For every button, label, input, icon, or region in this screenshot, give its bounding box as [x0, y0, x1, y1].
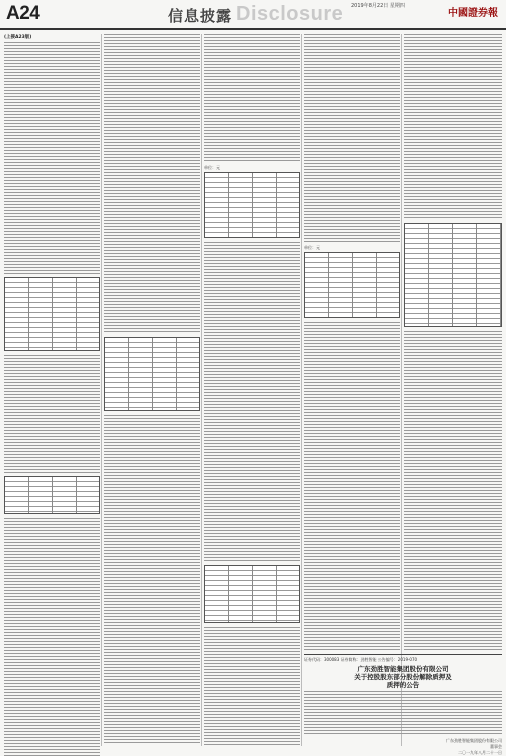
column-divider [301, 34, 302, 746]
body-text [304, 322, 400, 652]
notice-title-line: 关于控股股东部分股份解除质押及 [354, 673, 452, 681]
table-caption: 单位：元 [304, 245, 320, 250]
data-table [204, 565, 300, 623]
body-text [404, 34, 502, 220]
column-divider [401, 34, 402, 746]
notice-title-line: 广东劲胜智能集团股份有限公司 [357, 665, 449, 673]
body-text [4, 42, 100, 274]
body-text [204, 242, 300, 562]
signature-date: 二〇一九年八月二十一日 [458, 750, 502, 755]
body-text [204, 34, 300, 162]
page-number: A24 [6, 3, 40, 24]
body-text [304, 34, 400, 242]
notice-signature [304, 738, 502, 756]
data-table [304, 252, 400, 318]
article-column-1 [4, 34, 100, 746]
section-title-cn: 信息披露 [168, 7, 233, 25]
data-table [104, 337, 200, 411]
notice-title [304, 665, 502, 689]
article-column-3 [204, 34, 300, 746]
body-text [104, 415, 200, 745]
table-caption: 单位：元 [204, 165, 220, 170]
data-table [204, 172, 300, 238]
notice-codes: 证券代码：300083 证券简称：劲胜智能 公告编号：2019-070 [304, 657, 418, 662]
newspaper-logo: 中國證券報 [448, 8, 498, 19]
body-text [4, 518, 100, 756]
column-divider [101, 34, 102, 746]
body-text [204, 627, 300, 747]
body-text [4, 355, 100, 473]
issue-date: 2019年8月22日 星期四 [351, 3, 405, 9]
column-divider [201, 34, 202, 746]
notice-title-line: 质押的公告 [386, 681, 420, 689]
signature-company: 广东劲胜智能集团股份有限公司 [446, 738, 502, 743]
article-column-4 [304, 34, 400, 746]
notice-body-text [304, 691, 502, 735]
masthead [0, 0, 506, 30]
body-text [104, 34, 200, 334]
signature-board: 董事会 [490, 744, 502, 749]
article-column-2 [104, 34, 200, 746]
continuation-header: (上接A23版) [4, 35, 32, 40]
article-column-5 [404, 34, 502, 746]
data-table [404, 223, 502, 327]
data-table [4, 277, 100, 351]
data-table [4, 476, 100, 514]
announcement-notice [304, 654, 502, 755]
body-text [404, 331, 502, 651]
section-title-en: Disclosure [236, 3, 344, 25]
